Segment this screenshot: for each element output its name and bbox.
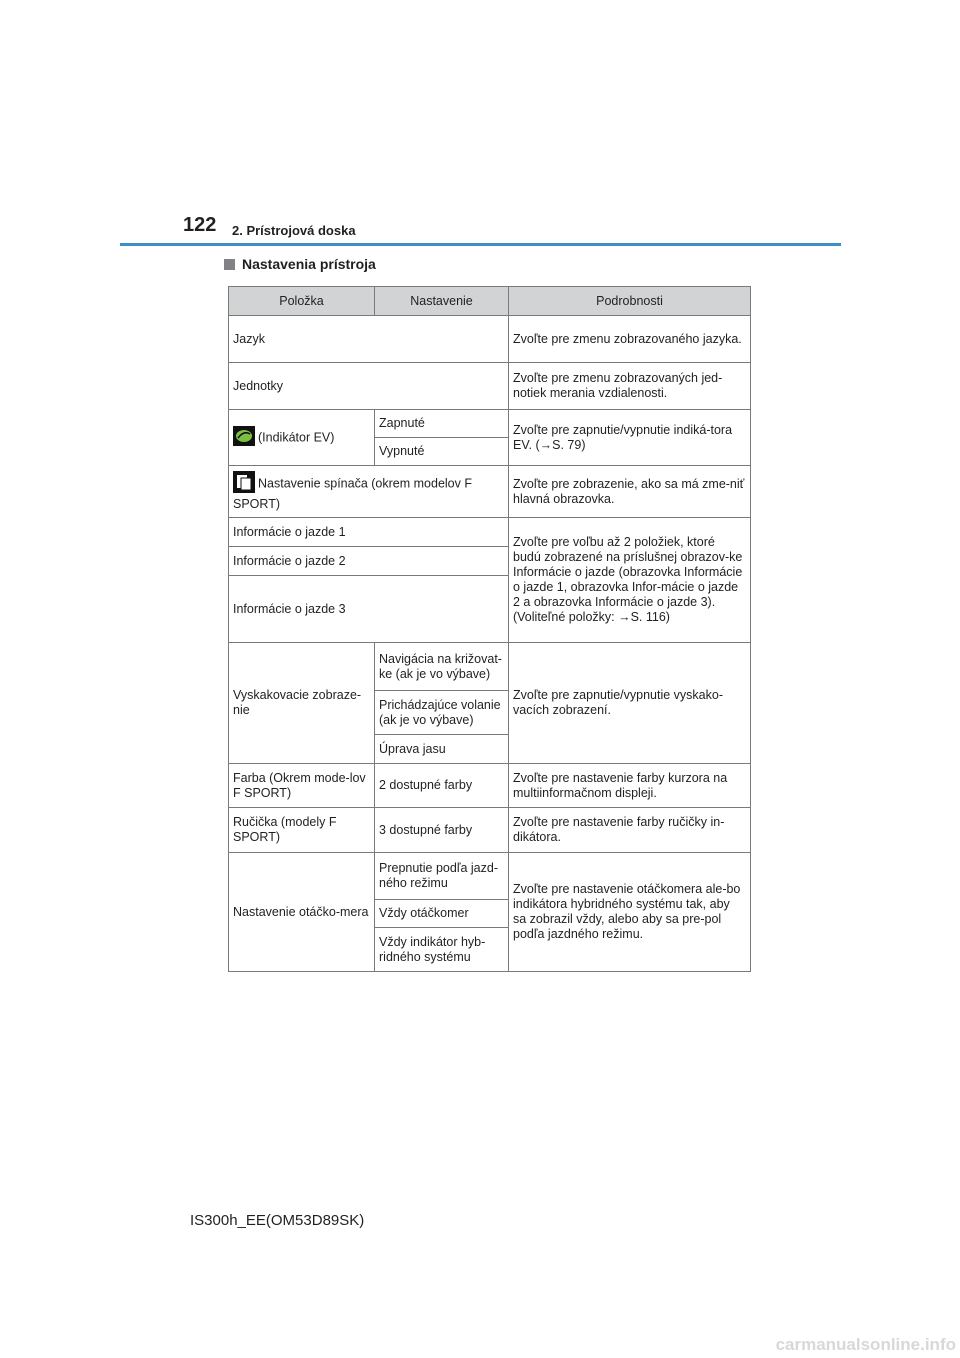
table-row bbox=[229, 466, 751, 518]
setting-cell: Navigácia na križovat-ke (ak je vo výbave) bbox=[375, 643, 509, 691]
details-cell: Zvoľte pre voľbu až 2 položiek, ktoré budú zobrazené na príslušnej obrazov-ke Informácie o jazde (obrazovka Informácie o jazde 1, obrazovka Infor-mácie o jazde 2 a obrazovka Informácie o jazde 3). (Voliteľné položky: →S. 116) bbox=[509, 518, 751, 643]
section-heading-text: Nastavenia prístroja bbox=[242, 256, 376, 272]
setting-cell: Zapnuté bbox=[375, 410, 509, 438]
details-cell: Zvoľte pre zmenu zobrazovaných jed-notiek merania vzdialenosti. bbox=[509, 363, 751, 410]
item-cell: Farba (Okrem mode-lov F SPORT) bbox=[229, 764, 375, 808]
details-cell: Zvoľte pre nastavenie farby ručičky in-dikátora. bbox=[509, 808, 751, 853]
table-row bbox=[229, 643, 751, 691]
item-label: (Indikátor EV) bbox=[258, 429, 335, 444]
header-details: Podrobnosti bbox=[509, 287, 751, 316]
table-row bbox=[229, 363, 751, 410]
item-cell: Jednotky bbox=[229, 363, 509, 410]
page-number: 122 bbox=[183, 214, 217, 236]
details-cell: Zvoľte pre zapnutie/vypnutie vyskako-vacích zobrazení. bbox=[509, 643, 751, 764]
table-row bbox=[229, 853, 751, 900]
watermark-logo bbox=[710, 1328, 960, 1358]
table-header-row bbox=[229, 287, 751, 316]
item-cell: Ručička (modely F SPORT) bbox=[229, 808, 375, 853]
details-cell: Zvoľte pre nastavenie otáčkomera ale-bo indikátora hybridného systému tak, aby sa zobrazil vždy, alebo aby sa pre-pol podľa jazdného režimu. bbox=[509, 853, 751, 972]
switch-setting-icon bbox=[233, 471, 255, 497]
item-cell: Informácie o jazde 1 bbox=[229, 518, 509, 547]
item-cell: Vyskakovacie zobraze-nie bbox=[229, 643, 375, 764]
details-cell: Zvoľte pre zmenu zobrazovaného jazyka. bbox=[509, 316, 751, 363]
chapter-title: 2. Prístrojová doska bbox=[232, 223, 356, 238]
footer-code: IS300h_EE(OM53D89SK) bbox=[190, 1212, 365, 1229]
details-cell: Zvoľte pre zobrazenie, ako sa má zme-niť hlavná obrazovka. bbox=[509, 466, 751, 518]
item-cell: Nastavenie otáčko-mera bbox=[229, 853, 375, 972]
settings-table bbox=[228, 286, 751, 972]
setting-cell: Vždy otáčkomer bbox=[375, 900, 509, 928]
setting-cell: Vždy indikátor hyb-ridného systému bbox=[375, 928, 509, 972]
ev-indicator-icon bbox=[233, 426, 255, 450]
item-cell bbox=[229, 410, 375, 466]
details-cell: Zvoľte pre zapnutie/vypnutie indiká-tora EV. (→S. 79) bbox=[509, 410, 751, 466]
section-heading bbox=[224, 256, 376, 272]
details-cell: Zvoľte pre nastavenie farby kurzora na multiinformačnom displeji. bbox=[509, 764, 751, 808]
item-label: Nastavenie spínača (okrem modelov F SPORT) bbox=[233, 476, 472, 511]
header-setting: Nastavenie bbox=[375, 287, 509, 316]
setting-cell: 3 dostupné farby bbox=[375, 808, 509, 853]
header-item: Položka bbox=[229, 287, 375, 316]
item-cell: Jazyk bbox=[229, 316, 509, 363]
table-row bbox=[229, 410, 751, 438]
svg-text:carmanualsonline.info: carmanualsonline.info bbox=[775, 1335, 956, 1354]
table-row bbox=[229, 764, 751, 808]
table-row bbox=[229, 316, 751, 363]
table-row bbox=[229, 808, 751, 853]
setting-cell: Prichádzajúce volanie (ak je vo výbave) bbox=[375, 691, 509, 735]
item-cell: Informácie o jazde 3 bbox=[229, 576, 509, 643]
setting-cell: Vypnuté bbox=[375, 438, 509, 466]
table-row bbox=[229, 518, 751, 547]
item-cell bbox=[229, 466, 509, 518]
square-bullet-icon bbox=[224, 259, 235, 270]
header-rule bbox=[120, 243, 841, 246]
item-cell: Informácie o jazde 2 bbox=[229, 547, 509, 576]
setting-cell: Prepnutie podľa jazd-ného režimu bbox=[375, 853, 509, 900]
setting-cell: Úprava jasu bbox=[375, 735, 509, 764]
setting-cell: 2 dostupné farby bbox=[375, 764, 509, 808]
